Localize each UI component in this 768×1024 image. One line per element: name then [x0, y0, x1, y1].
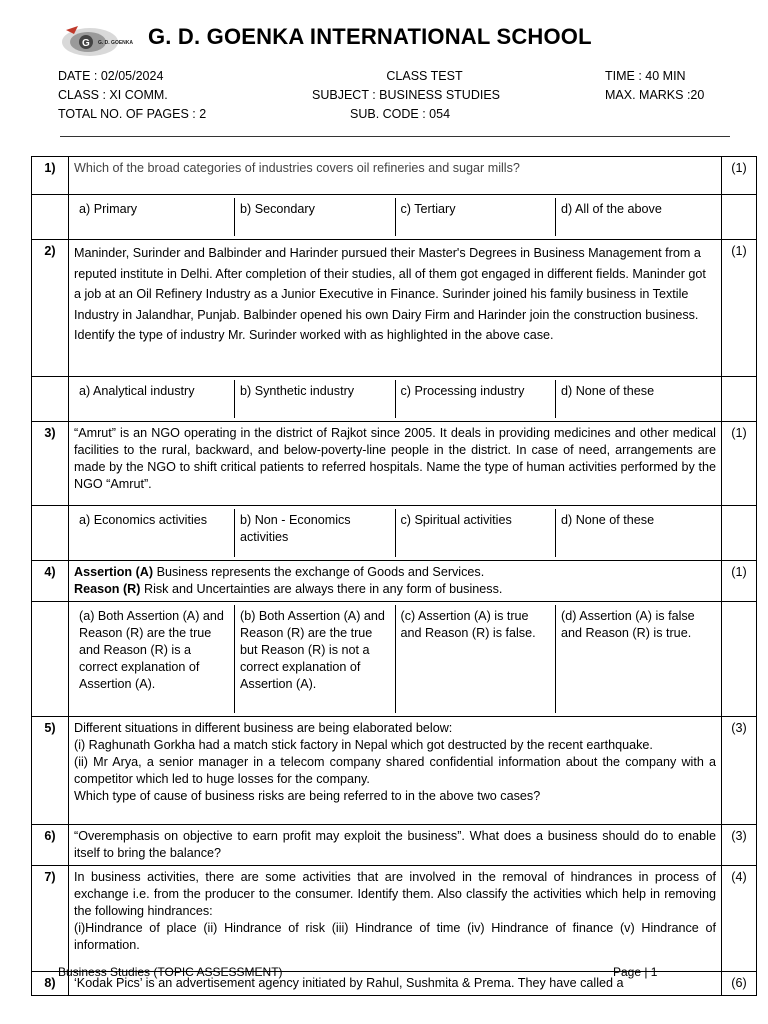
option: (c) Assertion (A) is true and Reason (R) is false.	[395, 605, 556, 713]
question-number: 7)	[32, 866, 69, 972]
school-name: G. D. GOENKA INTERNATIONAL SCHOOL	[148, 24, 592, 49]
question-row	[32, 866, 757, 972]
option: c) Processing industry	[395, 380, 556, 418]
option: a) Primary	[74, 198, 235, 236]
question-number: 3)	[32, 422, 69, 506]
option: d) None of these	[561, 384, 655, 398]
question-number: 6)	[32, 825, 69, 866]
question-marks: (1)	[722, 561, 757, 602]
question-marks: (6)	[722, 972, 757, 996]
header-right-info	[605, 67, 704, 105]
question-text	[69, 866, 722, 972]
question-marks: (1)	[722, 240, 757, 377]
question-line: (i)Hindrance of place (ii) Hindrance of risk (iii) Hindrance of time (iv) Hindrance of finance (v) Hindrance of information.	[74, 921, 716, 952]
question-number: 4)	[32, 561, 69, 602]
options-row	[32, 506, 757, 561]
option: b) Non - Economics activities	[235, 509, 396, 557]
question-line: Different situations in different business are being elaborated below:	[74, 721, 453, 735]
question-marks: (1)	[722, 422, 757, 506]
option: a) Analytical industry	[74, 380, 235, 418]
options-row	[32, 377, 757, 422]
assertion-label: Assertion (A)	[74, 565, 154, 579]
header-divider	[60, 136, 730, 137]
question-number: 2)	[32, 240, 69, 377]
question-number: 5)	[32, 717, 69, 825]
question-marks: (1)	[722, 157, 757, 195]
exam-time: TIME : 40 MIN	[605, 69, 686, 83]
options-row	[32, 602, 757, 717]
option: b) Secondary	[235, 198, 396, 236]
svg-text:G. D. GOENKA: G. D. GOENKA	[98, 40, 134, 46]
question-text: “Amrut” is an NGO operating in the district of Rajkot since 2005. It deals in providing medicines and other medical facilities to the rural, backward, and below-poverty-line people in the district. In case of need, arrangements are made by the NGO to shift critical patients to referred hospitals. Name the type of human activities performed by the NGO “Amrut”.	[69, 422, 722, 506]
question-number: 1)	[32, 157, 69, 195]
question-row	[32, 240, 757, 377]
assertion-text: Business represents the exchange of Goods and Services.	[153, 565, 485, 579]
option: d) None of these	[561, 513, 655, 527]
exam-class: CLASS : XI COMM.	[58, 88, 168, 102]
option: c) Spiritual activities	[395, 509, 556, 557]
question-line: (i) Raghunath Gorkha had a match stick factory in Nepal which got destructed by the recent earthquake.	[74, 738, 653, 752]
question-text	[69, 717, 722, 825]
reason-text: Risk and Uncertainties are always there in any form of business.	[140, 582, 503, 596]
subject-code: SUB. CODE : 054	[350, 107, 451, 121]
subject: SUBJECT : BUSINESS STUDIES	[312, 88, 501, 102]
question-line: Which type of cause of business risks are being referred to in the above two cases?	[74, 789, 541, 803]
option: b) Synthetic industry	[235, 380, 396, 418]
question-line: In business activities, there are some activities that are involved in the removal of hindrances in process of exchange i.e. from the producer to the consumer. Identify them. Also classify the activities which help in removing the following hindrances:	[74, 870, 716, 918]
question-text: Maninder, Surinder and Balbinder and Harinder pursued their Master's Degrees in Business Management from a reputed institute in Delhi. After completion of their studies, all of them got engaged in different fields. Maninder got a job at an Oil Refinery Industry as a Junior Executive in Finance. Surinder joined his family business in Textile Industry in Jalandhar, Punjab. Balbinder opened his own Dairy Firm and Harinder join the construction business. Identify the type of industry Mr. Surinder worked with as highlighted in the above case.	[69, 240, 722, 377]
question-row	[32, 561, 757, 602]
footer-label: Business Studies (TOPIC ASSESSMENT)	[58, 965, 283, 979]
question-row	[32, 157, 757, 195]
reason-label: Reason (R)	[74, 582, 141, 596]
test-type: CLASS TEST	[386, 69, 463, 83]
option: (a) Both Assertion (A) and Reason (R) are the true and Reason (R) is a correct explanation of Assertion (A).	[74, 605, 235, 713]
option: c) Tertiary	[395, 198, 556, 236]
question-marks: (3)	[722, 717, 757, 825]
question-row	[32, 825, 757, 866]
question-text: Which of the broad categories of industries covers oil refineries and sugar mills?	[69, 157, 722, 195]
question-text: “Overemphasis on objective to earn profit may exploit the business”. What does a business should do to enable itself to bring the balance?	[69, 825, 722, 866]
header-center-info	[312, 67, 542, 124]
option: d) All of the above	[561, 202, 662, 216]
question-line: (ii) Mr Arya, a senior manager in a telecom company shared confidential information about the company with a competitor which led to huge losses for the company.	[74, 755, 716, 786]
max-marks: MAX. MARKS :20	[605, 88, 705, 102]
option: (d) Assertion (A) is false and Reason (R) is true.	[561, 609, 695, 640]
question-number: 8)	[32, 972, 69, 996]
page-number: Page | 1	[613, 965, 658, 979]
question-marks: (4)	[722, 866, 757, 972]
options-row	[32, 195, 757, 240]
questions-table	[31, 156, 757, 996]
option: (b) Both Assertion (A) and Reason (R) are the true but Reason (R) is not a correct explanation of Assertion (A).	[235, 605, 396, 713]
question-text: ‘Kodak Pics’ is an advertisement agency initiated by Rahul, Sushmita & Prema. They have called a	[69, 972, 722, 996]
question-row	[32, 422, 757, 506]
school-logo	[60, 22, 140, 60]
exam-date: DATE : 02/05/2024	[58, 69, 164, 83]
question-marks: (3)	[722, 825, 757, 866]
header-left-info	[58, 67, 206, 124]
option: a) Economics activities	[74, 509, 235, 557]
question-row	[32, 717, 757, 825]
question-text	[69, 561, 722, 602]
svg-text:G: G	[82, 38, 90, 49]
total-pages: TOTAL NO. OF PAGES : 2	[58, 107, 207, 121]
